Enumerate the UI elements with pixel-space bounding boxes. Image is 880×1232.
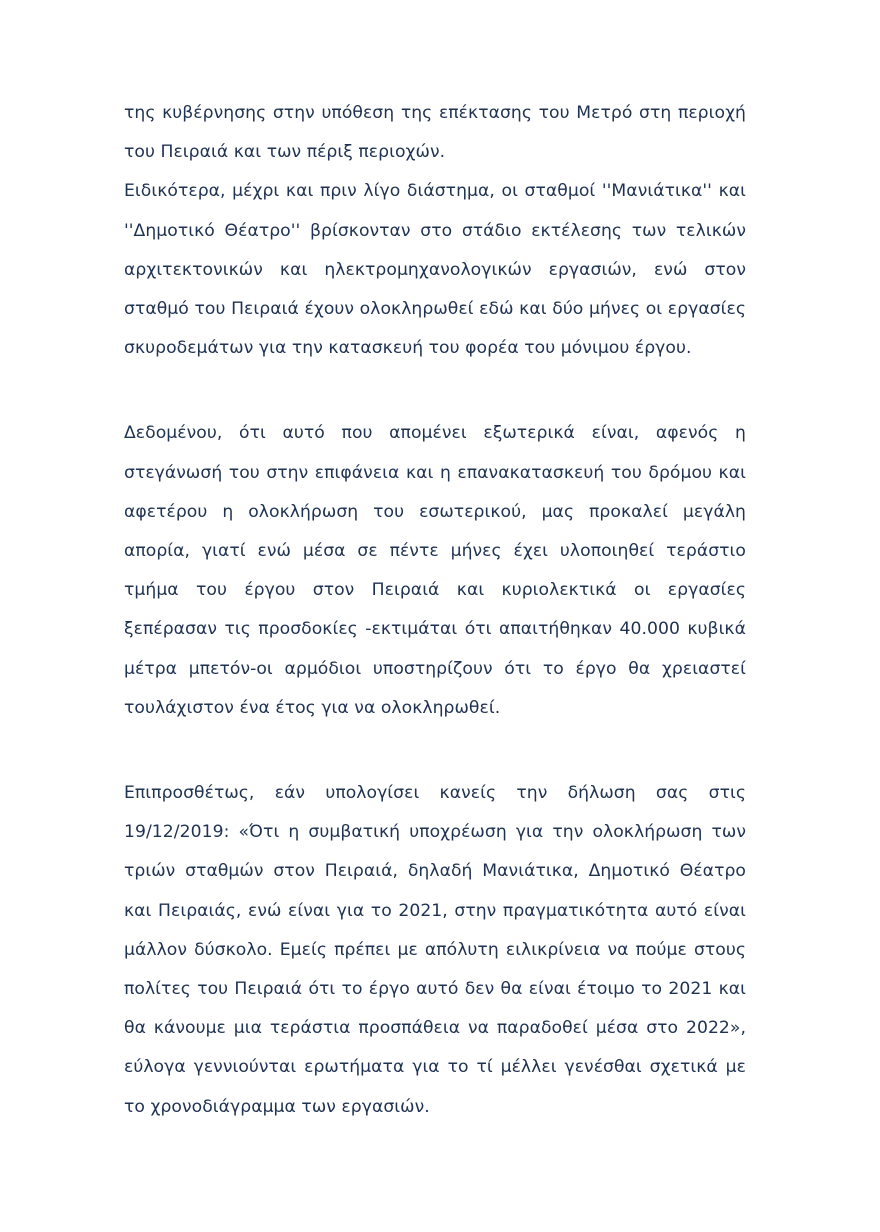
document-text-body (124, 94, 746, 1127)
paragraph-1: της κυβέρνησης στην υπόθεση της επέκτασης του Μετρό στη περιοχή του Πειραιά και των πέριξ περιοχών. (124, 103, 746, 163)
paragraph-spacer-2 (124, 728, 746, 774)
paragraph-4: Επιπροσθέτως, εάν υπολογίσει κανείς την δήλωση σας στις 19/12/2019: «Ότι η συμβατική υποχρέωση για την ολοκλήρωση των τριών σταθμών στον Πειραιά, δηλαδή Μανιάτικα, Δημοτικό Θέατρο και Πειραιάς, ενώ είναι για το 2021, στην πραγματικότητα αυτό είναι μάλλον δύσκολο. Εμείς πρέπει με απόλυτη ειλικρίνεια να πούμε στους πολίτες του Πειραιά ότι το έργο αυτό δεν θα είναι έτοιμο το 2021 και θα κάνουμε μια τεράστια προσπάθεια να παραδοθεί μέσα στο 2022», εύλογα γεννιούνται ερωτήματα για το τί μέλλει γενέσθαι σχετικά με το χρονοδιάγραμμα των εργασιών. (124, 783, 746, 1117)
paragraph-2: Ειδικότερα, μέχρι και πριν λίγο διάστημα, οι σταθμοί ''Μανιάτικα'' και ''Δημοτικό Θέατρο'' βρίσκονταν στο στάδιο εκτέλεσης των τελικών αρχιτεκτονικών και ηλεκτρομηχανολογικών εργασιών, ενώ στον σταθμό του Πειραιά έχουν ολοκληρωθεί εδώ και δύο μήνες οι εργασίες σκυροδεμάτων για την κατασκευή του φορέα του μόνιμου έργου. (124, 181, 746, 359)
paragraph-spacer-1 (124, 368, 746, 414)
paragraph-3: Δεδομένου, ότι αυτό που απομένει εξωτερικά είναι, αφενός η στεγάνωσή του στην επιφάνεια και η επανακατασκευή του δρόμου και αφετέρου η ολοκλήρωση του εσωτερικού, μας προκαλεί μεγάλη απορία, γιατί ενώ μέσα σε πέντε μήνες έχει υλοποιηθεί τεράστιο τμήμα του έργου στον Πειραιά και κυριολεκτικά οι εργασίες ξεπέρασαν τις προσδοκίες -εκτιμάται ότι απαιτήθηκαν 40.000 κυβικά μέτρα μπετόν-οι αρμόδιοι υποστηρίζουν ότι το έργο θα χρειαστεί τουλάχιστον ένα έτος για να ολοκληρωθεί. (124, 423, 746, 718)
